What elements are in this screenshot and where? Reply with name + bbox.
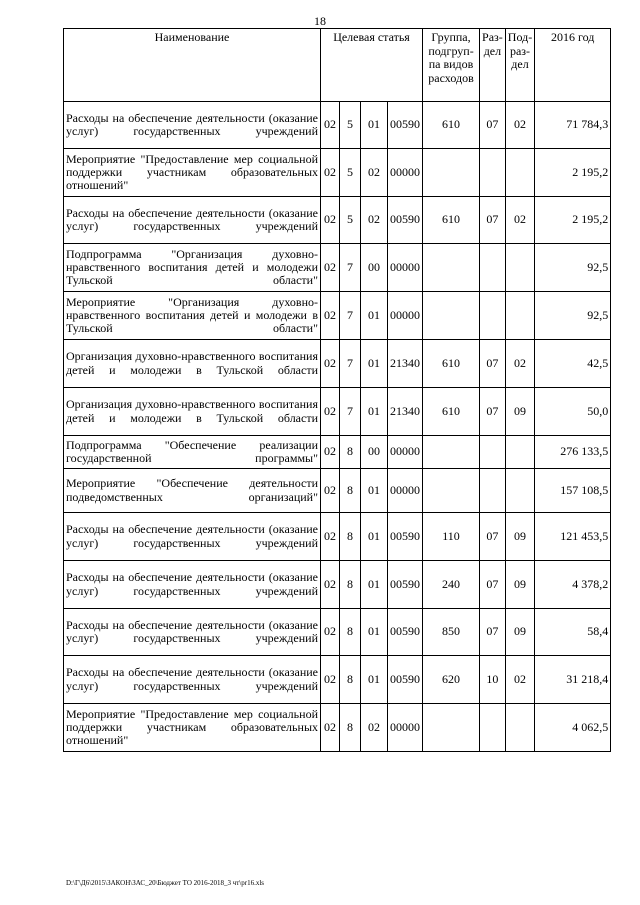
target-subprogram: 5: [340, 149, 361, 197]
razdel: 07: [480, 340, 506, 388]
target-program: 02: [321, 388, 340, 436]
podrazdel: 09: [505, 561, 534, 609]
target-program: 02: [321, 609, 340, 656]
row-name: Расходы на обеспечение деятельности (оказание услуг) государственных учреждений: [64, 561, 321, 609]
row-name: Мероприятие "Предоставление мер социальной поддержки участникам образовательных отношений": [64, 704, 321, 752]
target-subprogram: 5: [340, 197, 361, 244]
amount-2016: 50,0: [535, 388, 611, 436]
table-row: [64, 149, 611, 197]
razdel: [480, 149, 506, 197]
expense-group: [423, 436, 480, 469]
target-program: 02: [321, 197, 340, 244]
target-event: 01: [361, 102, 388, 149]
podrazdel: [505, 704, 534, 752]
row-name: Расходы на обеспечение деятельности (оказание услуг) государственных учреждений: [64, 102, 321, 149]
expense-group: 610: [423, 388, 480, 436]
table-row: [64, 340, 611, 388]
budget-table: [63, 28, 611, 752]
table-row: [64, 513, 611, 561]
header-group: Группа, подгруп-па видов расходов: [423, 29, 480, 102]
target-direction: 00590: [388, 561, 423, 609]
target-subprogram: 8: [340, 469, 361, 513]
table-row: [64, 469, 611, 513]
expense-group: [423, 244, 480, 292]
razdel: 07: [480, 513, 506, 561]
expense-group: [423, 292, 480, 340]
amount-2016: 42,5: [535, 340, 611, 388]
razdel: [480, 436, 506, 469]
podrazdel: 09: [505, 609, 534, 656]
row-name: Подпрограмма "Организация духовно-нравственного воспитания детей и молодежи Тульской области": [64, 244, 321, 292]
target-subprogram: 7: [340, 340, 361, 388]
table-header-row: [64, 29, 611, 102]
expense-group: 610: [423, 102, 480, 149]
podrazdel: 02: [505, 102, 534, 149]
amount-2016: 92,5: [535, 244, 611, 292]
row-name: Мероприятие "Предоставление мер социальной поддержки участникам образовательных отношений": [64, 149, 321, 197]
row-name: Расходы на обеспечение деятельности (оказание услуг) государственных учреждений: [64, 609, 321, 656]
target-direction: 00590: [388, 656, 423, 704]
target-direction: 00590: [388, 102, 423, 149]
page-number: 18: [314, 14, 326, 28]
podrazdel: [505, 149, 534, 197]
podrazdel: 02: [505, 656, 534, 704]
target-direction: 00000: [388, 149, 423, 197]
expense-group: 610: [423, 197, 480, 244]
target-subprogram: 8: [340, 436, 361, 469]
target-program: 02: [321, 102, 340, 149]
header-target: Целевая статья: [321, 29, 423, 102]
target-event: 02: [361, 704, 388, 752]
target-event: 01: [361, 469, 388, 513]
target-direction: 21340: [388, 340, 423, 388]
header-razdel: Раз-дел: [480, 29, 506, 102]
target-program: 02: [321, 244, 340, 292]
target-program: 02: [321, 340, 340, 388]
target-event: 00: [361, 244, 388, 292]
target-program: 02: [321, 656, 340, 704]
amount-2016: 4 062,5: [535, 704, 611, 752]
target-subprogram: 7: [340, 388, 361, 436]
table-row: [64, 292, 611, 340]
target-subprogram: 8: [340, 561, 361, 609]
razdel: [480, 244, 506, 292]
podrazdel: 09: [505, 513, 534, 561]
target-subprogram: 8: [340, 513, 361, 561]
razdel: 10: [480, 656, 506, 704]
razdel: [480, 704, 506, 752]
table-row: [64, 388, 611, 436]
podrazdel: 09: [505, 388, 534, 436]
amount-2016: 2 195,2: [535, 197, 611, 244]
table-row: [64, 102, 611, 149]
expense-group: [423, 469, 480, 513]
row-name: Организация духовно-нравственного воспитания детей и молодежи в Тульской области: [64, 340, 321, 388]
target-direction: 00000: [388, 704, 423, 752]
razdel: 07: [480, 388, 506, 436]
target-subprogram: 8: [340, 656, 361, 704]
target-program: 02: [321, 469, 340, 513]
target-program: 02: [321, 436, 340, 469]
target-direction: 21340: [388, 388, 423, 436]
podrazdel: [505, 469, 534, 513]
target-direction: 00000: [388, 244, 423, 292]
target-subprogram: 8: [340, 704, 361, 752]
table-row: [64, 656, 611, 704]
razdel: [480, 469, 506, 513]
podrazdel: 02: [505, 197, 534, 244]
target-direction: 00590: [388, 609, 423, 656]
target-event: 01: [361, 561, 388, 609]
target-direction: 00590: [388, 197, 423, 244]
row-name: Подпрограмма "Обеспечение реализации государственной программы": [64, 436, 321, 469]
row-name: Мероприятие "Обеспечение деятельности подведомственных организаций": [64, 469, 321, 513]
podrazdel: [505, 292, 534, 340]
table-row: [64, 704, 611, 752]
amount-2016: 58,4: [535, 609, 611, 656]
amount-2016: 276 133,5: [535, 436, 611, 469]
header-podrazdel: Под-раз-дел: [505, 29, 534, 102]
row-name: Организация духовно-нравственного воспитания детей и молодежи в Тульской области: [64, 388, 321, 436]
target-direction: 00000: [388, 469, 423, 513]
razdel: [480, 292, 506, 340]
razdel: 07: [480, 609, 506, 656]
amount-2016: 121 453,5: [535, 513, 611, 561]
podrazdel: 02: [505, 340, 534, 388]
target-subprogram: 7: [340, 292, 361, 340]
target-event: 01: [361, 292, 388, 340]
razdel: 07: [480, 197, 506, 244]
amount-2016: 157 108,5: [535, 469, 611, 513]
podrazdel: [505, 436, 534, 469]
header-year: 2016 год: [535, 29, 611, 102]
target-direction: 00000: [388, 292, 423, 340]
target-subprogram: 7: [340, 244, 361, 292]
table-row: [64, 436, 611, 469]
podrazdel: [505, 244, 534, 292]
target-program: 02: [321, 513, 340, 561]
target-event: 01: [361, 513, 388, 561]
row-name: Расходы на обеспечение деятельности (оказание услуг) государственных учреждений: [64, 197, 321, 244]
target-event: 01: [361, 609, 388, 656]
target-program: 02: [321, 292, 340, 340]
amount-2016: 92,5: [535, 292, 611, 340]
expense-group: 850: [423, 609, 480, 656]
table-row: [64, 197, 611, 244]
target-event: 01: [361, 656, 388, 704]
target-subprogram: 5: [340, 102, 361, 149]
target-program: 02: [321, 561, 340, 609]
target-direction: 00590: [388, 513, 423, 561]
expense-group: 240: [423, 561, 480, 609]
row-name: Расходы на обеспечение деятельности (оказание услуг) государственных учреждений: [64, 656, 321, 704]
amount-2016: 71 784,3: [535, 102, 611, 149]
razdel: 07: [480, 561, 506, 609]
target-program: 02: [321, 704, 340, 752]
row-name: Расходы на обеспечение деятельности (оказание услуг) государственных учреждений: [64, 513, 321, 561]
razdel: 07: [480, 102, 506, 149]
expense-group: [423, 149, 480, 197]
target-direction: 00000: [388, 436, 423, 469]
target-event: 02: [361, 197, 388, 244]
table-row: [64, 609, 611, 656]
amount-2016: 4 378,2: [535, 561, 611, 609]
amount-2016: 31 218,4: [535, 656, 611, 704]
target-event: 00: [361, 436, 388, 469]
expense-group: 610: [423, 340, 480, 388]
file-path-footer: D:\Г\Д6\2015\ЗАКОН\ЗАС_20\Бюджет ТО 2016-2018_3 чт\pr16.xls: [66, 879, 264, 887]
target-event: 01: [361, 340, 388, 388]
target-program: 02: [321, 149, 340, 197]
target-subprogram: 8: [340, 609, 361, 656]
target-event: 02: [361, 149, 388, 197]
row-name: Мероприятие "Организация духовно-нравственного воспитания детей и молодежи в Тульской области": [64, 292, 321, 340]
expense-group: 110: [423, 513, 480, 561]
expense-group: 620: [423, 656, 480, 704]
target-event: 01: [361, 388, 388, 436]
expense-group: [423, 704, 480, 752]
table-row: [64, 561, 611, 609]
amount-2016: 2 195,2: [535, 149, 611, 197]
table-row: [64, 244, 611, 292]
header-name: Наименование: [64, 29, 321, 102]
